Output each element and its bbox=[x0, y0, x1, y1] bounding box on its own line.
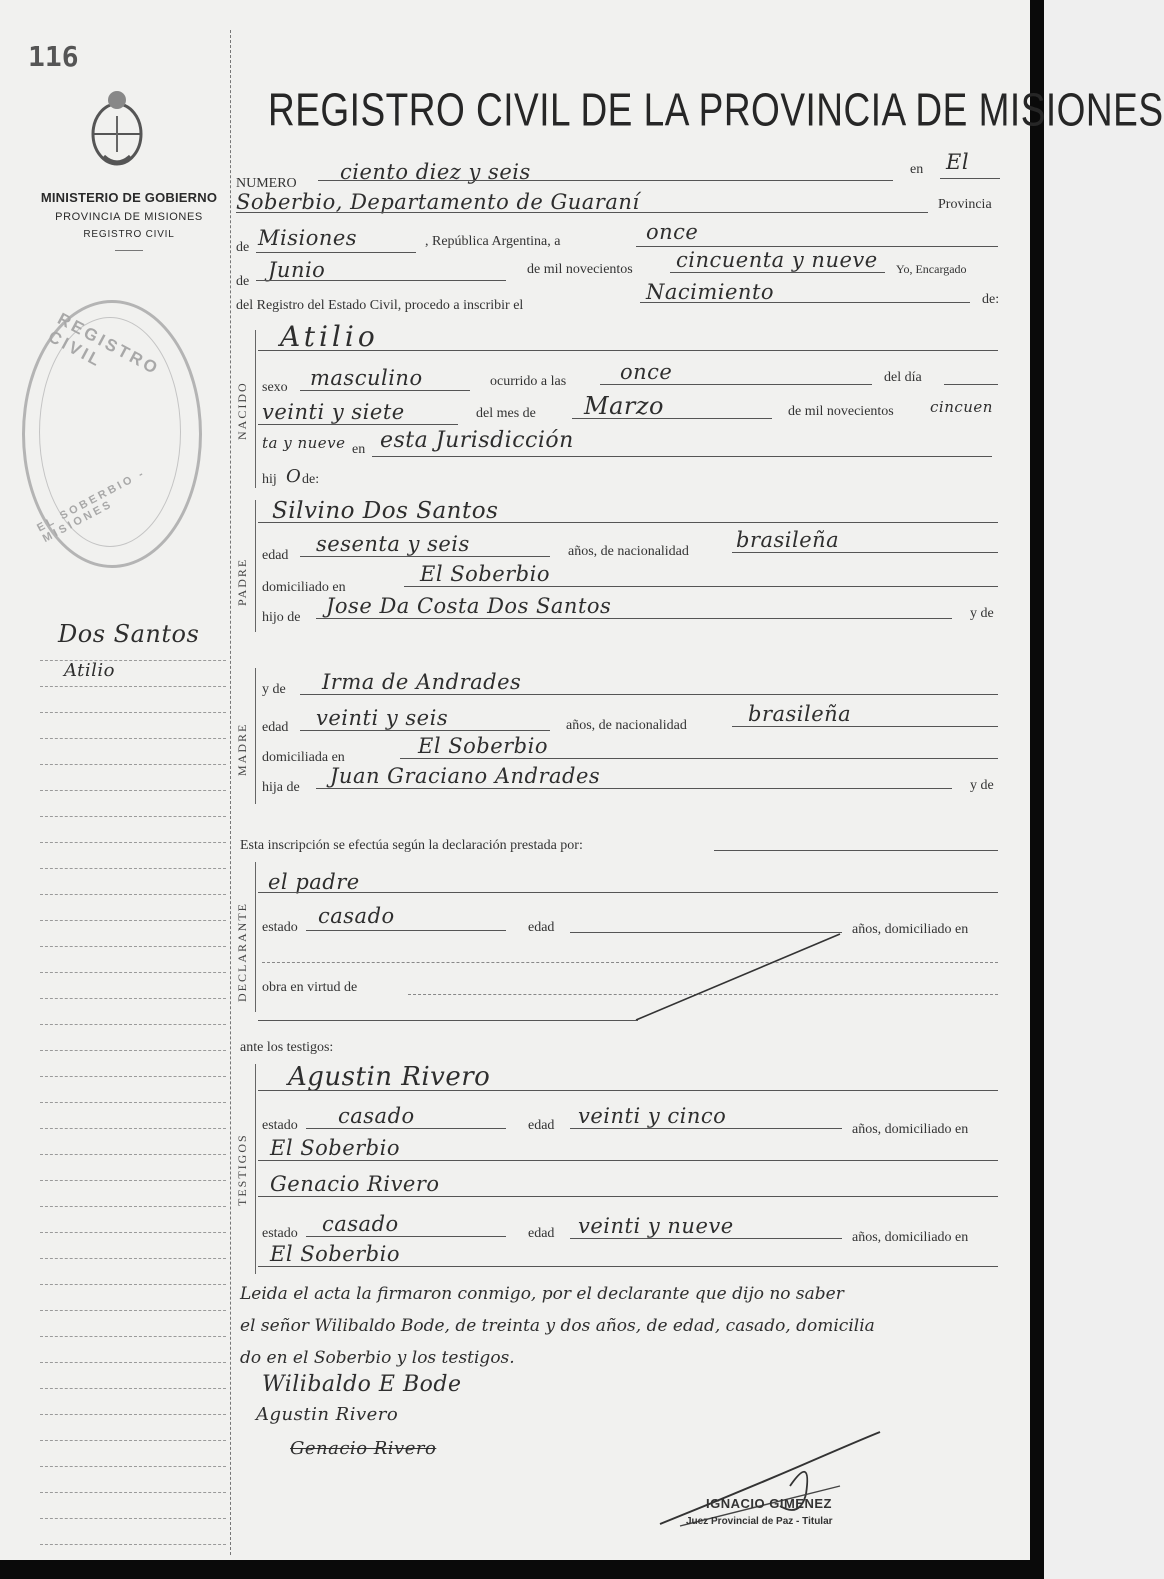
padre-edad: sesenta y seis bbox=[316, 532, 470, 556]
label-anos-nacionalidad-madre: años, de nacionalidad bbox=[566, 718, 687, 733]
entry-ano-nac-1: cincuen bbox=[930, 398, 993, 416]
ministry-line2: PROVINCIA DE MISIONES bbox=[55, 211, 203, 223]
official-name: IGNACIO GIMENEZ bbox=[706, 1496, 832, 1511]
madre-edad: veinti y seis bbox=[316, 706, 449, 730]
official-title: Juez Provincial de Paz - Titular bbox=[686, 1516, 833, 1527]
scan-edge-right bbox=[1030, 0, 1044, 1579]
entry-numero: ciento diez y seis bbox=[340, 160, 531, 184]
madre-domicilio: El Soberbio bbox=[418, 734, 548, 758]
testigo2-domicilio: El Soberbio bbox=[270, 1242, 400, 1266]
side-label-madre: MADRE bbox=[235, 722, 249, 776]
ministry-line3: REGISTRO CIVIL bbox=[83, 229, 175, 240]
margin-rule bbox=[230, 30, 231, 1555]
label-estado-t1: estado bbox=[262, 1118, 298, 1133]
signature-testigo1: Agustin Rivero bbox=[256, 1404, 399, 1425]
entry-provincia: Misiones bbox=[258, 226, 358, 250]
side-label-padre: PADRE bbox=[235, 557, 249, 606]
label-yo-encargado: Yo, Encargado bbox=[896, 262, 967, 276]
label-estado-t2: estado bbox=[262, 1226, 298, 1241]
label-de-colon2: de: bbox=[302, 472, 320, 487]
declarante-estado: casado bbox=[318, 904, 395, 928]
label-de-2: de bbox=[236, 274, 250, 289]
label-anos-domiciliado-declarante: años, domiciliado en bbox=[852, 922, 969, 937]
testigo2-nombre: Genacio Rivero bbox=[270, 1172, 440, 1196]
label-edad-declarante: edad bbox=[528, 920, 555, 935]
label-del-registro: del Registro del Estado Civil, procedo a inscribir el bbox=[236, 298, 524, 313]
label-y-de-madre: y de bbox=[262, 682, 286, 697]
entry-sexo: masculino bbox=[310, 366, 423, 390]
entry-nombre: Atilio bbox=[280, 320, 379, 353]
label-hij: hij bbox=[262, 472, 277, 487]
label-de-mil-novecientos: de mil novecientos bbox=[788, 404, 894, 419]
page-number: 116 bbox=[28, 40, 79, 73]
padre-nombre: Silvino Dos Santos bbox=[272, 498, 499, 524]
testigo2-edad: veinti y nueve bbox=[578, 1214, 734, 1238]
side-label-declarante: DECLARANTE bbox=[235, 902, 249, 1002]
entry-mes-nac: Marzo bbox=[584, 392, 664, 420]
label-del-dia: del día bbox=[884, 370, 922, 385]
label-mil-novecientos: de mil novecientos bbox=[527, 262, 633, 277]
signature-testigo2: Genacio Rivero bbox=[290, 1438, 437, 1459]
label-y-de-madre-2: y de bbox=[970, 778, 994, 793]
label-estado-declarante: estado bbox=[262, 920, 298, 935]
entry-hora: once bbox=[620, 360, 673, 384]
stamp-text-top: REGISTRO CIVIL bbox=[45, 309, 163, 379]
label-del-mes: del mes de bbox=[476, 406, 536, 421]
label-edad-t1: edad bbox=[528, 1118, 555, 1133]
signature-declarante: Wilibaldo E Bode bbox=[262, 1372, 462, 1397]
padre-nacionalidad: brasileña bbox=[736, 528, 840, 552]
testigo2-estado: casado bbox=[322, 1212, 399, 1236]
madre-hija-de: Juan Graciano Andrades bbox=[330, 764, 601, 788]
label-edad-madre: edad bbox=[262, 720, 289, 735]
padre-domicilio: El Soberbio bbox=[420, 562, 550, 586]
label-domiciliado-padre: domiciliado en bbox=[262, 580, 346, 595]
padre-hijo-de: Jose Da Costa Dos Santos bbox=[326, 594, 612, 618]
label-ocurrido: ocurrido a las bbox=[490, 374, 567, 389]
ministry-header bbox=[24, 190, 234, 251]
label-de-colon: de: bbox=[982, 292, 1000, 307]
testigo1-estado: casado bbox=[338, 1104, 415, 1128]
entry-lugar-cont: Soberbio, Departamento de Guaraní bbox=[236, 190, 640, 214]
entry-mes: Junio bbox=[268, 258, 326, 282]
side-label-nacido: NACIDO bbox=[235, 381, 249, 440]
label-domiciliada-madre: domiciliada en bbox=[262, 750, 345, 765]
entry-hij-suffix: O bbox=[286, 466, 302, 487]
entry-ano-nac-2: ta y nueve bbox=[262, 434, 346, 452]
coat-of-arms-icon bbox=[84, 86, 150, 172]
label-edad-padre: edad bbox=[262, 548, 289, 563]
label-y-de-padre: y de bbox=[970, 606, 994, 621]
cancel-stroke-declarante bbox=[600, 928, 860, 1024]
margin-note-surname: Dos Santos bbox=[58, 620, 200, 648]
label-hijo-de: hijo de bbox=[262, 610, 301, 625]
declarante-nombre: el padre bbox=[268, 870, 360, 894]
entry-acto: Nacimiento bbox=[646, 280, 775, 304]
ministry-line1: MINISTERIO DE GOBIERNO bbox=[40, 190, 218, 205]
label-anos-domiciliado-t1: años, domiciliado en bbox=[852, 1122, 969, 1137]
entry-dia: once bbox=[646, 220, 699, 244]
label-edad-t2: edad bbox=[528, 1226, 555, 1241]
page-title: REGISTRO CIVIL DE LA PROVINCIA DE MISIONES bbox=[268, 84, 1164, 136]
notes-line3: do en el Soberbio y los testigos. bbox=[240, 1348, 515, 1368]
label-sexo: sexo bbox=[262, 380, 288, 395]
notes-line1: Leida el acta la firmaron conmigo, por el declarante que dijo no saber bbox=[240, 1284, 844, 1304]
entry-lugar: El bbox=[946, 150, 970, 174]
testigo1-domicilio: El Soberbio bbox=[270, 1136, 400, 1160]
notes-line2: el señor Wilibaldo Bode, de treinta y dos años, de edad, casado, domicilia bbox=[240, 1316, 875, 1336]
label-en: en bbox=[910, 162, 924, 177]
madre-nacionalidad: brasileña bbox=[748, 702, 852, 726]
label-anos-nacionalidad-padre: años, de nacionalidad bbox=[568, 544, 689, 559]
testigo1-edad: veinti y cinco bbox=[578, 1104, 727, 1128]
label-obra-en-virtud: obra en virtud de bbox=[262, 980, 358, 995]
label-republica: , República Argentina, a bbox=[425, 234, 561, 249]
label-de-1: de bbox=[236, 240, 250, 255]
label-en-lower: en bbox=[352, 442, 366, 457]
entry-ano: cincuenta y nueve bbox=[676, 248, 878, 272]
label-hija-de: hija de bbox=[262, 780, 300, 795]
label-anos-domiciliado-t2: años, domiciliado en bbox=[852, 1230, 969, 1245]
label-numero: NUMERO bbox=[236, 176, 297, 191]
entry-lugar-nac: esta Jurisdicción bbox=[380, 428, 574, 453]
label-ante-testigos: ante los testigos: bbox=[240, 1040, 334, 1055]
stamp-text-bottom: EL SOBERBIO - MISIONES bbox=[35, 466, 148, 546]
official-stamp bbox=[22, 300, 202, 568]
side-label-testigos: TESTIGOS bbox=[235, 1133, 249, 1206]
scan-edge-bottom bbox=[0, 1560, 1044, 1579]
madre-nombre: Irma de Andrades bbox=[322, 670, 522, 694]
label-provincia: Provincia bbox=[938, 197, 992, 212]
testigo1-nombre: Agustin Rivero bbox=[288, 1062, 491, 1092]
entry-dia-nac: veinti y siete bbox=[262, 400, 405, 424]
margin-note-name: Atilio bbox=[64, 660, 116, 681]
label-declaracion: Esta inscripción se efectúa según la declaración prestada por: bbox=[240, 838, 583, 853]
